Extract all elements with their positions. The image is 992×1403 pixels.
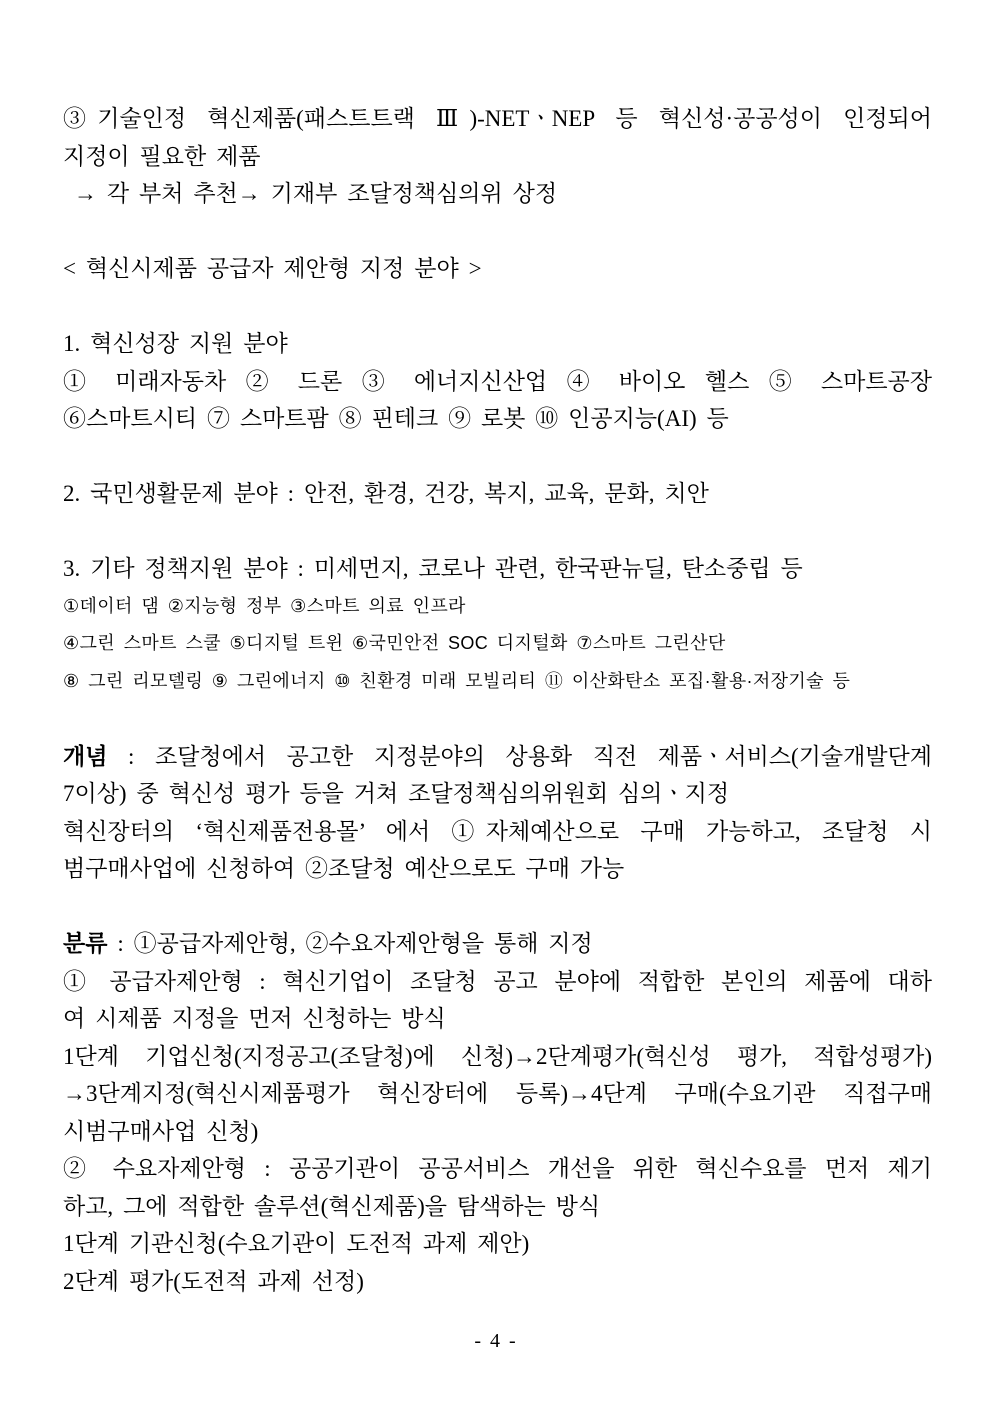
text-line: 개념 : 조달청에서 공고한 지정분야의 상용화 직전 제품ㆍ서비스(기술개발단계 (63, 743, 932, 769)
text-line: ①데이터 댐 ②지능형 정부 ③스마트 의료 인프라 (63, 595, 466, 616)
page-footer (0, 1326, 992, 1356)
text-line: 1단계 기업신청(지정공고(조달청)에 신청)→2단계평가(혁신성 평가, 적합성평가) (63, 1043, 932, 1069)
term-label: 개념 (63, 743, 108, 769)
text-line: 혁신장터의 ‘혁신제품전용몰’ 에서 ①자체예산으로 구매 가능하고, 조달청 시 (63, 818, 932, 844)
text-line: ⑧ 그린 리모델링 ⑨ 그린에너지 ⑩ 친환경 미래 모빌리티 ⑪ 이산화탄소 포집·활용·저장기술 등 (63, 670, 851, 691)
text-line: 범구매사업에 신청하여 ②조달청 예산으로도 구매 가능 (63, 856, 625, 881)
term-label: 분류 (63, 931, 108, 956)
text-line: → 각 부처 추천→ 기재부 조달정책심의위 상정 (74, 181, 558, 206)
text-line: ③기술인정 혁신제품(패스트트랙 Ⅲ)-NETㆍNEP 등 혁신성·공공성이 인정되어 (63, 106, 932, 131)
text-line: 시범구매사업 신청) (63, 1118, 259, 1144)
text-line: ⑥스마트시티 ⑦ 스마트팜 ⑧ 핀테크 ⑨ 로봇 ⑩ 인공지능(AI) 등 (63, 406, 729, 431)
text-line: 2. 국민생활문제 분야 : 안전, 환경, 건강, 복지, 교육, 문화, 치안 (63, 481, 709, 506)
text-line: ① 미래자동차 ② 드론 ③ 에너지신산업 ④ 바이오 헬스 ⑤ 스마트공장 (63, 368, 932, 394)
text-line: 분류 : ①공급자제안형, ②수요자제안형을 통해 지정 (63, 931, 593, 956)
page-number: - 4 - (474, 1330, 518, 1352)
text-line: 1. 혁신성장 지원 분야 (63, 331, 288, 356)
text-line: 3. 기타 정책지원 분야 : 미세먼지, 코로나 관련, 한국판뉴딜, 탄소중립 등 (63, 556, 803, 581)
text-line: 2단계 평가(도전적 과제 선정) (63, 1268, 364, 1294)
text-line: 1단계 기관신청(수요기관이 도전적 과제 제안) (63, 1231, 530, 1256)
text-line: ① 공급자제안형 : 혁신기업이 조달청 공고 분야에 적합한 본인의 제품에 대하 (63, 968, 932, 994)
text-line: < 혁신시제품 공급자 제안형 지정 분야 > (63, 256, 482, 281)
text-line: 지정이 필요한 제품 (63, 143, 261, 169)
document-text (63, 100, 932, 1300)
text-line: ④그린 스마트 스쿨 ⑤디지털 트윈 ⑥국민안전 SOC 디지털화 ⑦스마트 그린산단 (63, 633, 726, 653)
text-line: 7이상) 중 혁신성 평가 등을 거쳐 조달정책심의위원회 심의ㆍ지정 (63, 781, 730, 806)
text-line: ② 수요자제안형 : 공공기관이 공공서비스 개선을 위한 혁신수요를 먼저 제기 (63, 1156, 932, 1181)
text-line: →3단계지정(혁신시제품평가 혁신장터에 등록)→4단계 구매(수요기관 직접구매 (63, 1081, 932, 1106)
text-line: 하고, 그에 적합한 솔루션(혁신제품)을 탐색하는 방식 (63, 1193, 601, 1219)
text-line: 여 시제품 지정을 먼저 신청하는 방식 (63, 1006, 446, 1031)
